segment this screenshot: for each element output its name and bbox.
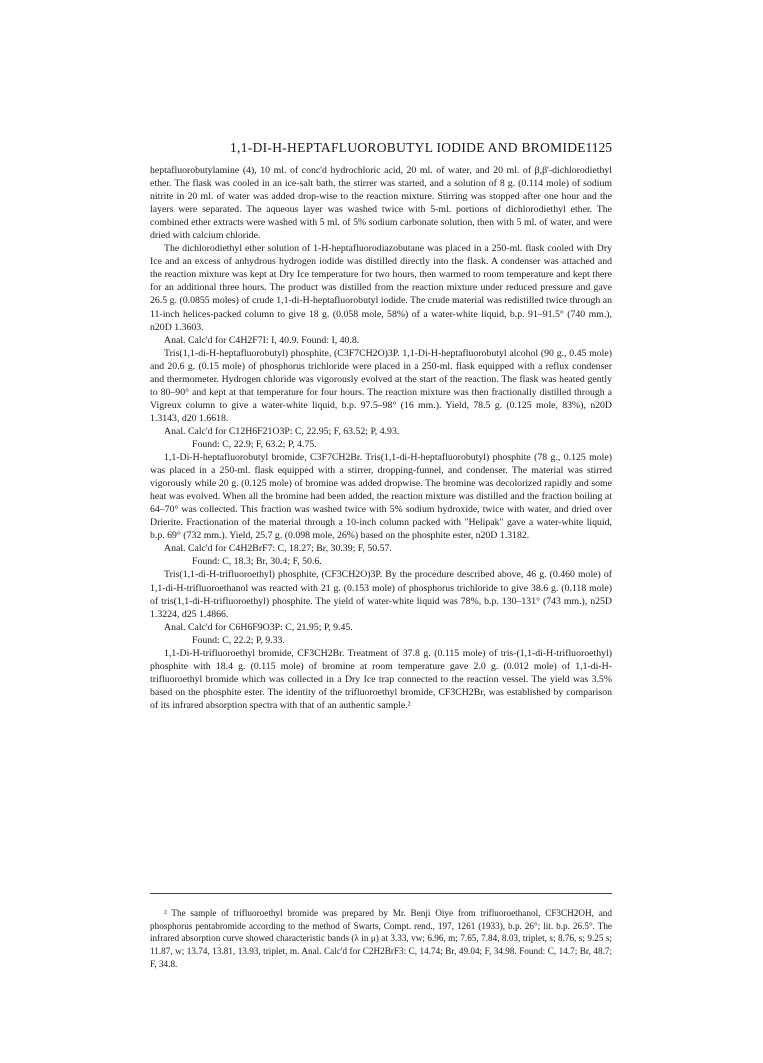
paragraph-trifluoroethyl-phosphite: Tris(1,1-di-H-trifluoroethyl) phosphite, (CF3CH2O)3P. By the procedure described above, 46 g. (0.460 mole) of 1,1-di-H-trifluoroethanol was reacted with 21 g. (0.153 mole) of phosphorus trichloride to give 38.6 g. (0.118 mole) of tris(1,1-di-H-trifluoroethyl) phosphite. The yield of water-white liquid was 78%, b.p. 130–131° (743 mm.), n25D 1.3224, d25 1.4866.	[150, 569, 612, 620]
paragraph-heptafluorobutyl-phosphite: Tris(1,1-di-H-heptafluorobutyl) phosphite, (C3F7CH2O)3P. 1,1-Di-H-heptafluorobutyl alcohol (90 g., 0.45 mole) and 20.6 g. (0.15 mole) of phosphorus trichloride were placed in a 250-ml. flask equipped with a reflux condenser and thermometer. Hydrogen chloride was vigorously evolved at the start of the reaction. The flask was heated gently to 80–90° and kept at that temperature for four hours. The reaction mixture was then fractionally distilled through a Vigreux column to give a water-white liquid, b.p. 97.5–98° (16 mm.). Yield, 78.5 g. (0.125 mole, 83%), n20D 1.3143, d20 1.6618.	[150, 347, 612, 424]
running-title: 1,1-DI-H-HEPTAFLUOROBUTYL IODIDE AND BROMIDE	[230, 140, 586, 155]
found-phosphite: Found: C, 22.9; F, 63.2; P, 4.75.	[192, 438, 317, 450]
paragraph-trifluoroethyl-bromide: 1,1-Di-H-trifluoroethyl bromide, CF3CH2Br. Treatment of 37.8 g. (0.115 mole) of tris-(1,1-di-H-trifluoroethyl) phosphite with 18.4 g. (0.115 mole) of bromine at room temperature gave 2.0 g. (0.012 mole) of 1,1-di-H-trifluoroethyl bromide which was collected in a Dry Ice trap connected to the reaction vessel. The yield was 3.5% based on the phosphite ester. The identity of the trifluoroethyl bromide, CF3CH2Br, was established by comparison of its infrared absorption spectra with that of an authentic sample.²	[150, 647, 612, 711]
page-header	[150, 140, 612, 160]
page-number: 1125	[585, 140, 612, 155]
footnote: ² The sample of trifluoroethyl bromide was prepared by Mr. Benji Oiye from trifluoroethanol, CF3CH2OH, and phosphorus pentabromide according to the method of Swarts, Compt. rend., 197, 1261 (1933), b.p. 26°; lit. b.p. 26.5°. The infrared absorption curve showed characteristic bands (λ in μ) at 3.33, vw; 6.96, m; 7.65, 7.84, 8.03, triplet, s; 8.76, s; 9.25 s; 11.87, w; 13.74, 13.81, 13.93, triplet, m. Anal. Calc'd for C2H2BrF3: C, 14.74; Br, 49.04; F, 34.98. Found: C, 14.7; Br, 48.7; F, 34.8.	[150, 908, 612, 969]
found-trifluoroethyl-phosphite: Found: C, 22.2; P, 9.33.	[192, 634, 285, 646]
analysis-trifluoroethyl-phosphite: Anal. Calc'd for C6H6F9O3P: C, 21.95; P, 9.45.	[164, 621, 353, 633]
paragraph-continuation: heptafluorobutylamine (4), 10 ml. of conc'd hydrochloric acid, 20 ml. of water, and 20 ml. of β,β'-dichlorodiethyl ether. The flask was cooled in an ice-salt bath, the stirrer was started, and a solution of 8 g. (0.114 mole) of sodium nitrite in 20 ml. of water was added drop-wise to the reaction mixture. Stirring was stopped after one hour and the layers were separated. The aqueous layer was washed twice with 5-ml. portions of dichlorodiethyl ether. The combined ether extracts were washed with 5 ml. of 5% sodium carbonate solution, then with 5 ml. of water, and were dried with calcium chloride.	[150, 165, 612, 242]
paragraph-heptafluorobutyl-bromide: 1,1-Di-H-heptafluorobutyl bromide, C3F7CH2Br. Tris(1,1-di-H-heptafluorobutyl) phosphite (78 g., 0.125 mole) was placed in a 250-ml. flask equipped with a stirrer, dropping-funnel, and condenser. The material was stirred vigorously while 20 g. (0.125 mole) of bromine was added dropwise. The bromine was decolorized rapidly and some heat was evolved. When all the bromine had been added, the reaction mixture was distilled and the fraction boiling at 64–70° was collected. This fraction was washed twice with 5% sodium hydroxide, twice with water, and dried over Drierite. Fractionation of the material through a 10-inch column packed with "Helipak" gave a water-white liquid, b.p. 69° (732 mm.). Yield, 25.7 g. (0.098 mole, 26%) based on the phosphite ester, n20D 1.3182.	[150, 452, 612, 542]
body-text	[150, 164, 612, 712]
found-bromide: Found: C, 18.3; Br, 30.4; F, 50.6.	[192, 556, 322, 568]
analysis-phosphite: Anal. Calc'd for C12H6F21O3P: C, 22.95; F, 63.52; P, 4.93.	[164, 425, 400, 437]
analysis-iodide: Anal. Calc'd for C4H2F7I: I, 40.9. Found: I, 40.8.	[164, 334, 360, 346]
analysis-bromide: Anal. Calc'd for C4H2BrF7: C, 18.27; Br, 30.39; F, 50.57.	[164, 543, 392, 555]
paragraph-iodide-prep: The dichlorodiethyl ether solution of 1-H-heptafluorodiazobutane was placed in a 250-ml. flask cooled with Dry Ice and an excess of anhydrous hydrogen iodide was distilled directly into the flask. A condenser was attached and the reaction mixture was kept at Dry Ice temperature for two hours, then warmed to room temperature and kept there for an additional three hours. The product was distilled from the reaction mixture under reduced pressure and gave 26.5 g. (0.0855 moles) of crude 1,1-di-H-heptafluorobutyl iodide. The crude material was redistilled twice through an 11-inch helices-packed column to give 18 g. (0.058 mole, 58%) of a water-white liquid, b.p. 91–91.5° (740 mm.), n20D 1.3603.	[150, 243, 612, 333]
footnote-divider	[150, 893, 612, 894]
